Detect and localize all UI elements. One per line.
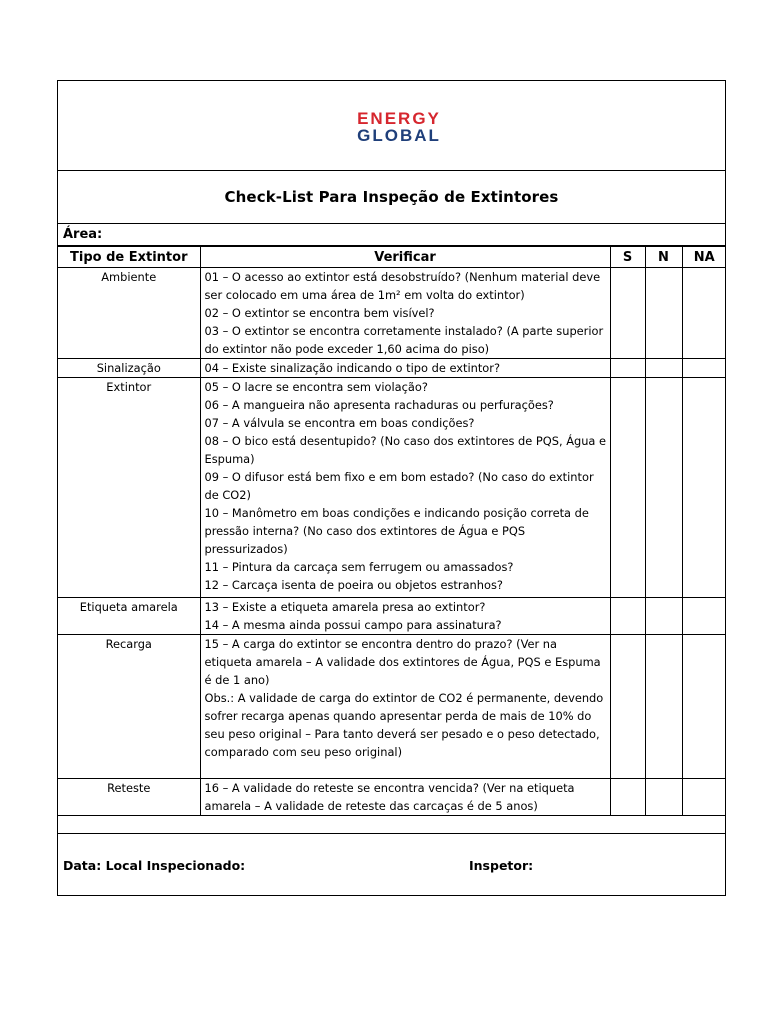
title-area — [58, 171, 725, 224]
row-items — [200, 378, 610, 598]
table-row — [58, 779, 726, 816]
check-item: 13 – Existe a etiqueta amarela presa ao extintor? — [204, 600, 486, 614]
answer-cell-na[interactable] — [682, 635, 726, 779]
answer-cell-s[interactable] — [610, 779, 645, 816]
check-item: 12 – Carcaça isenta de poeira ou objetos estranhos? — [204, 578, 503, 592]
check-item: 07 – A válvula se encontra em boas condições? — [204, 416, 475, 430]
answer-cell-n[interactable] — [645, 359, 682, 378]
row-items — [200, 779, 610, 816]
header-tipo: Tipo de Extintor — [58, 247, 200, 268]
check-item: 01 – O acesso ao extintor está desobstruído? (Nenhum material deve ser colocado em uma área de 1m² em volta do extintor) — [204, 270, 604, 302]
table-header-row — [58, 247, 726, 268]
answer-cell-s[interactable] — [610, 268, 645, 359]
check-item: 09 – O difusor está bem fixo e em bom estado? (No caso do extintor de CO2) — [204, 470, 598, 502]
svg-text:ENERGY: ENERGY — [357, 109, 441, 128]
answer-cell-s[interactable] — [610, 378, 645, 598]
checklist-body — [58, 268, 726, 816]
table-row — [58, 598, 726, 635]
svg-text:GLOBAL: GLOBAL — [357, 126, 441, 145]
row-tipo: Reteste — [58, 779, 200, 816]
inspetor-label: Inspetor: — [469, 858, 534, 873]
energy-global-logo — [324, 109, 474, 145]
answer-cell-na[interactable] — [682, 598, 726, 635]
blank-row — [58, 812, 725, 834]
answer-cell-na[interactable] — [682, 378, 726, 598]
check-item: 03 – O extintor se encontra corretamente instalado? (A parte superior do extintor não pode exceder 1,60 acima do piso) — [204, 324, 607, 356]
area-label: Área: — [63, 227, 103, 242]
table-row — [58, 359, 726, 378]
check-item: 05 – O lacre se encontra sem violação? — [204, 380, 428, 394]
row-items — [200, 359, 610, 378]
row-tipo: Extintor — [58, 378, 200, 598]
row-tipo: Etiqueta amarela — [58, 598, 200, 635]
answer-cell-n[interactable] — [645, 378, 682, 598]
answer-cell-n[interactable] — [645, 598, 682, 635]
header-verificar: Verificar — [200, 247, 610, 268]
header-n: N — [645, 247, 682, 268]
check-item: 10 – Manômetro em boas condições e indicando posição correta de pressão interna? (No caso dos extintores de Água e PQS pressurizados) — [204, 506, 593, 556]
answer-cell-na[interactable] — [682, 268, 726, 359]
answer-cell-s[interactable] — [610, 598, 645, 635]
check-item: 11 – Pintura da carcaça sem ferrugem ou amassados? — [204, 560, 514, 574]
checklist-table — [58, 246, 726, 816]
answer-cell-n[interactable] — [645, 635, 682, 779]
answer-cell-na[interactable] — [682, 779, 726, 816]
area-row — [58, 224, 725, 246]
header-s: S — [610, 247, 645, 268]
check-item: 04 – Existe sinalização indicando o tipo de extintor? — [204, 361, 501, 375]
check-item: 02 – O extintor se encontra bem visível? — [204, 306, 435, 320]
check-item: 16 – A validade do reteste se encontra vencida? (Ver na etiqueta amarela – A validade de reteste das carcaças é de 5 anos) — [204, 781, 579, 813]
check-item: 15 – A carga do extintor se encontra dentro do prazo? (Ver na etiqueta amarela – A validade dos extintores de Água, PQS e Espuma é de 1 ano) — [204, 637, 605, 687]
logo-area — [58, 81, 725, 171]
check-item: Obs.: A validade de carga do extintor de CO2 é permanente, devendo sofrer recarga apenas quando apresentar perda de mais de 10% do seu peso original – Para tanto deverá ser pesado e o peso detectado, comparado com seu peso original) — [204, 691, 607, 759]
footer — [58, 834, 725, 896]
answer-cell-s[interactable] — [610, 359, 645, 378]
checklist-form — [57, 80, 726, 896]
answer-cell-n[interactable] — [645, 779, 682, 816]
answer-cell-s[interactable] — [610, 635, 645, 779]
answer-cell-na[interactable] — [682, 359, 726, 378]
row-items — [200, 635, 610, 779]
row-tipo: Ambiente — [58, 268, 200, 359]
page-title: Check-List Para Inspeção de Extintores — [224, 188, 559, 206]
row-items — [200, 598, 610, 635]
check-item: 08 – O bico está desentupido? (No caso dos extintores de PQS, Água e Espuma) — [204, 434, 610, 466]
table-row — [58, 378, 726, 598]
row-tipo: Sinalização — [58, 359, 200, 378]
row-tipo: Recarga — [58, 635, 200, 779]
data-local-label: Data: Local Inspecionado: — [63, 858, 246, 873]
check-item: 14 – A mesma ainda possui campo para assinatura? — [204, 618, 502, 632]
header-na: NA — [682, 247, 726, 268]
row-items — [200, 268, 610, 359]
table-row — [58, 268, 726, 359]
check-item: 06 – A mangueira não apresenta rachaduras ou perfurações? — [204, 398, 554, 412]
answer-cell-n[interactable] — [645, 268, 682, 359]
table-row — [58, 635, 726, 779]
